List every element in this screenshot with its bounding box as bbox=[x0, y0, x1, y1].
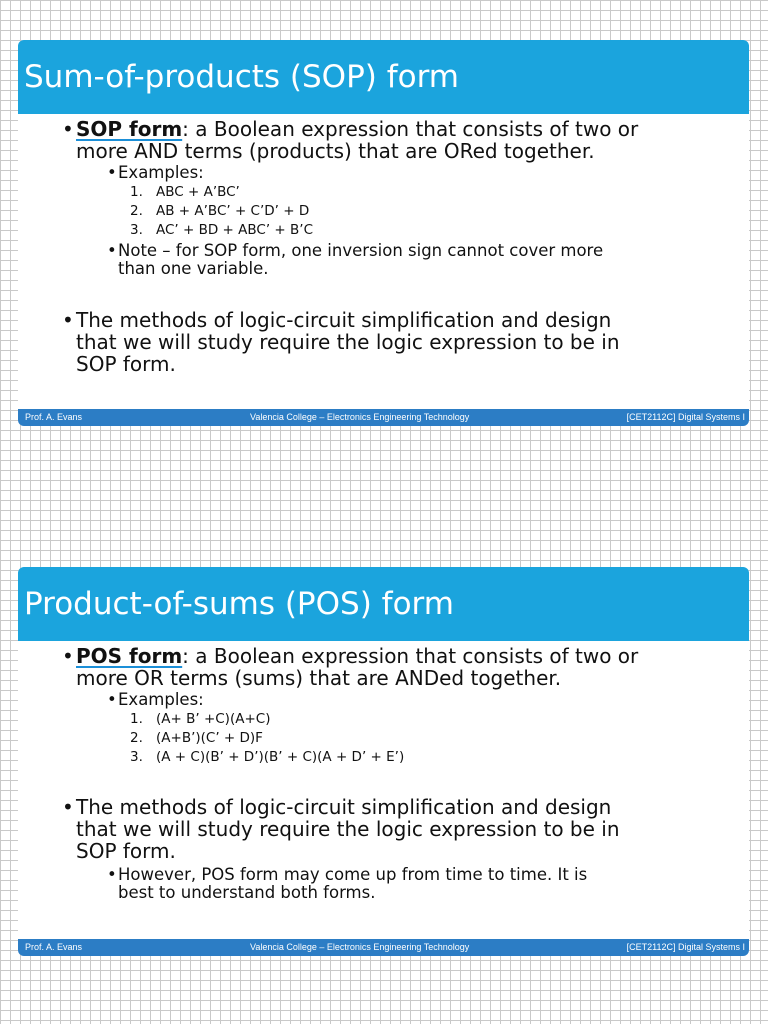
footer-course: [CET2112C] Digital Systems I bbox=[626, 942, 745, 952]
example-number: 1. bbox=[130, 711, 143, 727]
example-number: 3. bbox=[130, 749, 143, 765]
example-expression: (A+ B’ +C)(A+C) bbox=[156, 711, 271, 727]
note-bullet bbox=[107, 241, 604, 278]
slide-footer bbox=[18, 939, 749, 956]
example-item bbox=[130, 729, 404, 748]
note-line-2: than one variable. bbox=[118, 259, 269, 278]
examples-bullet bbox=[107, 163, 204, 182]
footer-course: [CET2112C] Digital Systems I bbox=[626, 412, 745, 422]
example-item bbox=[130, 710, 404, 729]
definition-line-1: : a Boolean expression that consists of two or bbox=[182, 644, 639, 668]
example-expression: ABC + A’BC’ bbox=[156, 184, 240, 200]
example-number: 2. bbox=[130, 730, 143, 746]
definition-line-1: : a Boolean expression that consists of two or bbox=[182, 117, 639, 141]
examples-label: Examples: bbox=[118, 690, 204, 709]
methods-line-3: SOP form. bbox=[76, 839, 176, 863]
examples-label: Examples: bbox=[118, 163, 204, 182]
bullet-dot: • bbox=[62, 644, 74, 668]
example-item bbox=[130, 221, 313, 240]
methods-line-3: SOP form. bbox=[76, 352, 176, 376]
footer-author: Prof. A. Evans bbox=[25, 412, 83, 422]
examples-bullet bbox=[107, 690, 204, 709]
slide-sop bbox=[18, 40, 749, 426]
example-expression: (A + C)(B’ + D’)(B’ + C)(A + D’ + E’) bbox=[156, 749, 405, 765]
example-item bbox=[130, 748, 404, 767]
example-number: 1. bbox=[130, 184, 143, 200]
methods-line-2: that we will study require the logic expression to be in bbox=[76, 330, 620, 354]
bullet-dot: • bbox=[107, 163, 117, 182]
footer-institution: Valencia College – Electronics Engineering Technology bbox=[250, 412, 470, 422]
methods-line-1: The methods of logic-circuit simplification and design bbox=[76, 795, 612, 819]
pos-form-term: POS form bbox=[76, 644, 183, 668]
example-number: 2. bbox=[130, 203, 143, 219]
bullet-dot: • bbox=[107, 241, 117, 260]
definition-line-2: more AND terms (products) that are ORed together. bbox=[76, 139, 595, 163]
however-bullet bbox=[107, 865, 588, 902]
example-item bbox=[130, 183, 313, 202]
example-expression: (A+B’)(C’ + D)F bbox=[156, 730, 263, 746]
methods-line-1: The methods of logic-circuit simplification and design bbox=[76, 308, 612, 332]
bullet-dot: • bbox=[107, 865, 117, 884]
sop-form-term: SOP form bbox=[76, 117, 183, 141]
example-item bbox=[130, 202, 313, 221]
example-number: 3. bbox=[130, 222, 143, 238]
slide-pos bbox=[18, 567, 749, 956]
bullet-dot: • bbox=[62, 308, 74, 332]
methods-bullet bbox=[62, 308, 620, 376]
pos-definition-bullet bbox=[62, 644, 639, 690]
example-expression: AB + A’BC’ + C’D’ + D bbox=[156, 203, 310, 219]
example-expression: AC’ + BD + ABC’ + B’C bbox=[156, 222, 314, 238]
bullet-dot: • bbox=[62, 117, 74, 141]
methods-bullet bbox=[62, 795, 620, 863]
slide-title: Sum-of-products (SOP) form bbox=[18, 40, 749, 114]
sop-definition-bullet bbox=[62, 117, 639, 163]
slide-footer bbox=[18, 409, 749, 426]
however-line-2: best to understand both forms. bbox=[118, 883, 376, 902]
footer-author: Prof. A. Evans bbox=[25, 942, 83, 952]
methods-line-2: that we will study require the logic expression to be in bbox=[76, 817, 620, 841]
however-line-1: However, POS form may come up from time to time. It is bbox=[118, 865, 588, 884]
note-line-1: Note – for SOP form, one inversion sign cannot cover more bbox=[118, 241, 604, 260]
definition-line-2: more OR terms (sums) that are ANDed together. bbox=[76, 666, 562, 690]
examples-list bbox=[130, 183, 313, 240]
examples-list bbox=[130, 710, 404, 767]
bullet-dot: • bbox=[107, 690, 117, 709]
bullet-dot: • bbox=[62, 795, 74, 819]
footer-institution: Valencia College – Electronics Engineering Technology bbox=[250, 942, 470, 952]
slide-title: Product-of-sums (POS) form bbox=[18, 567, 749, 641]
